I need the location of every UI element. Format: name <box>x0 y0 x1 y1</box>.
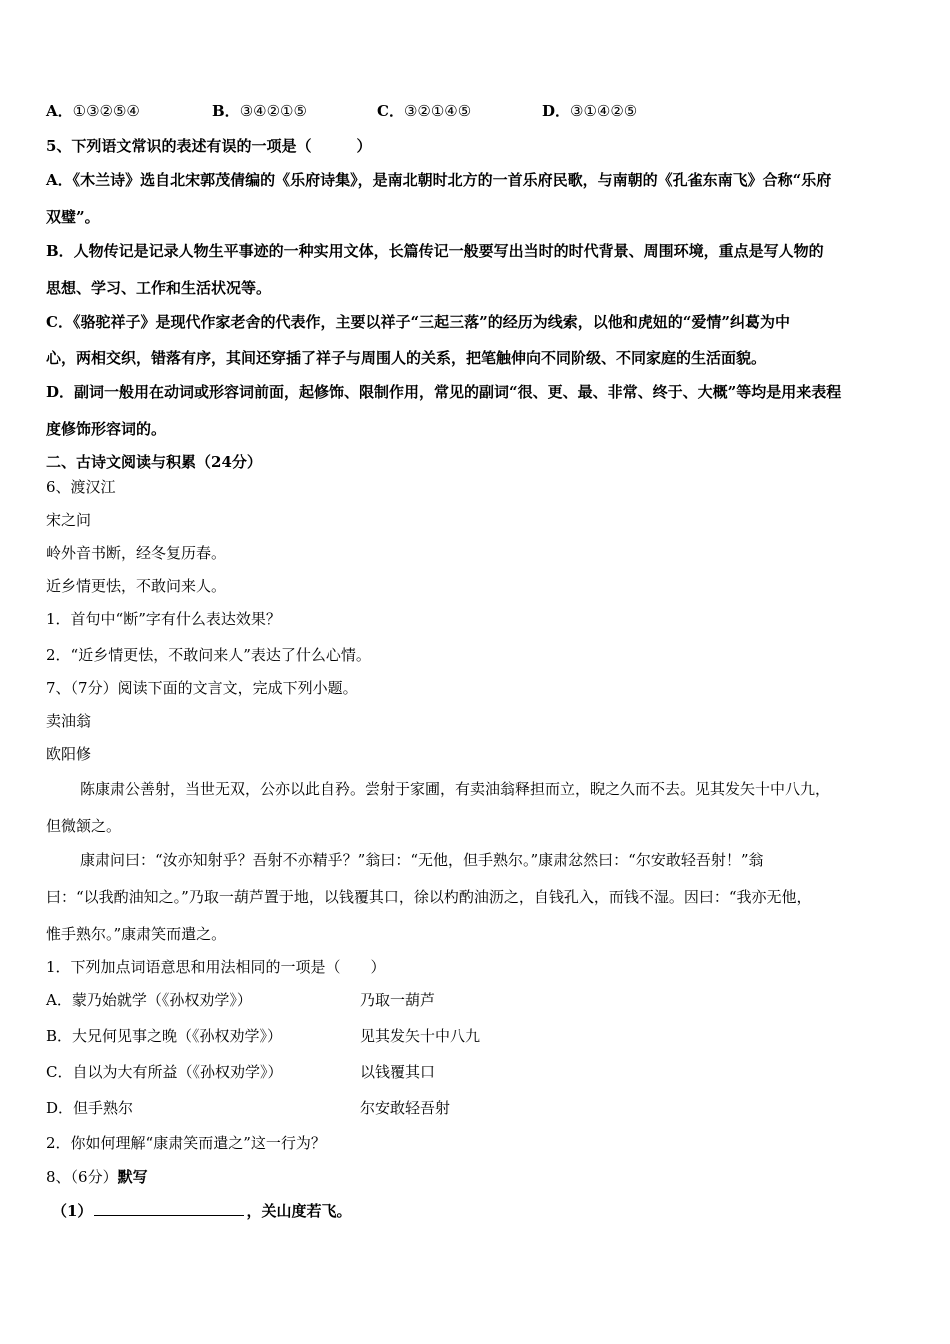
q7-option-d-left: D．但手熟尔 <box>46 1099 134 1117</box>
q4-option-b: B．③④②①⑤ <box>212 102 307 120</box>
q7-subquestion-1: 1．下列加点词语意思和用法相同的一项是（ ） <box>46 958 386 976</box>
q5-option-a-line2: 双璧”。 <box>46 208 100 226</box>
q8-line-1 <box>52 1201 351 1221</box>
q5-stem: 5、下列语文常识的表述有误的一项是（ ） <box>46 137 372 155</box>
q7-option-b-right: 见其发矢十中八九 <box>360 1027 481 1045</box>
q7-option-c-left: C．自以为大有所益（《孙权劝学》） <box>46 1063 283 1081</box>
q6-subquestion-2: 2．“近乡情更怯，不敢问来人”表达了什么心情。 <box>46 646 371 664</box>
q5-option-c-line1: C．《骆驼祥子》是现代作家老舍的代表作，主要以祥子“三起三落”的经历为线索，以他和虎妞的“爱情”纠葛为中 <box>46 313 790 331</box>
q8-line1-prefix: （1） <box>52 1202 93 1220</box>
q7-stem: 7、（7分）阅读下面的文言文，完成下列小题。 <box>46 679 358 697</box>
q7-title: 卖油翁 <box>46 712 92 730</box>
q6-author: 宋之问 <box>46 511 92 529</box>
q8-stem-bold: 默写 <box>117 1168 148 1186</box>
q5-option-c-line2: 心，两相交织，错落有序，其间还穿插了祥子与周围人的关系，把笔触伸向不同阶级、不同家庭的生活面貌。 <box>46 349 767 367</box>
q8-line1-blank[interactable] <box>94 1201 244 1216</box>
q5-option-b-line2: 思想、学习、工作和生活状况等。 <box>46 279 272 297</box>
q7-author: 欧阳修 <box>46 745 92 763</box>
q4-option-d: D．③①④②⑤ <box>542 102 638 120</box>
q4-option-c: C．③②①④⑤ <box>377 102 472 120</box>
q4-option-a: A．①③②⑤④ <box>46 102 140 120</box>
q8-line1-suffix: ，关山度若飞。 <box>246 1202 352 1220</box>
q7-subquestion-2: 2．你如何理解“康肃笑而遣之”这一行为？ <box>46 1134 326 1152</box>
q7-option-b-left: B．大兄何见事之晚（《孙权劝学》） <box>46 1027 283 1045</box>
q8-stem-points: 8、（6分） <box>46 1168 118 1186</box>
q5-option-a-line1: A．《木兰诗》选自北宋郭茂倩编的《乐府诗集》，是南北朝时北方的一首乐府民歌，与南朝的《孔雀东南飞》合称“乐府 <box>46 171 832 189</box>
q5-option-d-line2: 度修饰形容词的。 <box>46 420 167 438</box>
q8-stem <box>46 1167 148 1187</box>
q7-option-a-left: A．蒙乃始就学（《孙权劝学》） <box>46 991 252 1009</box>
q6-subquestion-1: 1．首句中“断”字有什么表达效果？ <box>46 610 281 628</box>
q7-passage-p2-line2: 曰：“以我酌油知之。”乃取一葫芦置于地，以钱覆其口，徐以杓酌油沥之，自钱孔入，而钱不湿。因曰：“我亦无他， <box>46 888 812 906</box>
q7-passage-p1-line1: 陈康肃公善射，当世无双，公亦以此自矜。尝射于家圃，有卖油翁释担而立，睨之久而不去。见其发矢十中八九， <box>80 780 831 798</box>
q6-title: 6、渡汉江 <box>46 478 116 496</box>
q7-option-a-right: 乃取一葫芦 <box>360 991 436 1009</box>
q6-poem-line1: 岭外音书断，经冬复历春。 <box>46 544 227 562</box>
q7-passage-p2-line1: 康肃问曰：“汝亦知射乎？吾射不亦精乎？”翁曰：“无他，但手熟尔。”康肃忿然曰：“尔安敢轻吾射！”翁 <box>80 851 764 869</box>
section-2-heading: 二、古诗文阅读与积累（24分） <box>46 453 262 471</box>
q6-poem-line2: 近乡情更怯，不敢问来人。 <box>46 577 227 595</box>
q5-option-d-line1: D．副词一般用在动词或形容词前面，起修饰、限制作用，常见的副词“很、更、最、非常、终于、大概”等均是用来表程 <box>46 383 842 401</box>
q7-option-d-right: 尔安敢轻吾射 <box>360 1099 451 1117</box>
q7-option-c-right: 以钱覆其口 <box>360 1063 436 1081</box>
q7-passage-p2-line3: 惟手熟尔。”康肃笑而遣之。 <box>46 925 227 943</box>
q5-option-b-line1: B．人物传记是记录人物生平事迹的一种实用文体，长篇传记一般要写出当时的时代背景、周围环境，重点是写人物的 <box>46 242 824 260</box>
q7-passage-p1-line2: 但微颔之。 <box>46 817 122 835</box>
q4-options <box>46 101 746 121</box>
